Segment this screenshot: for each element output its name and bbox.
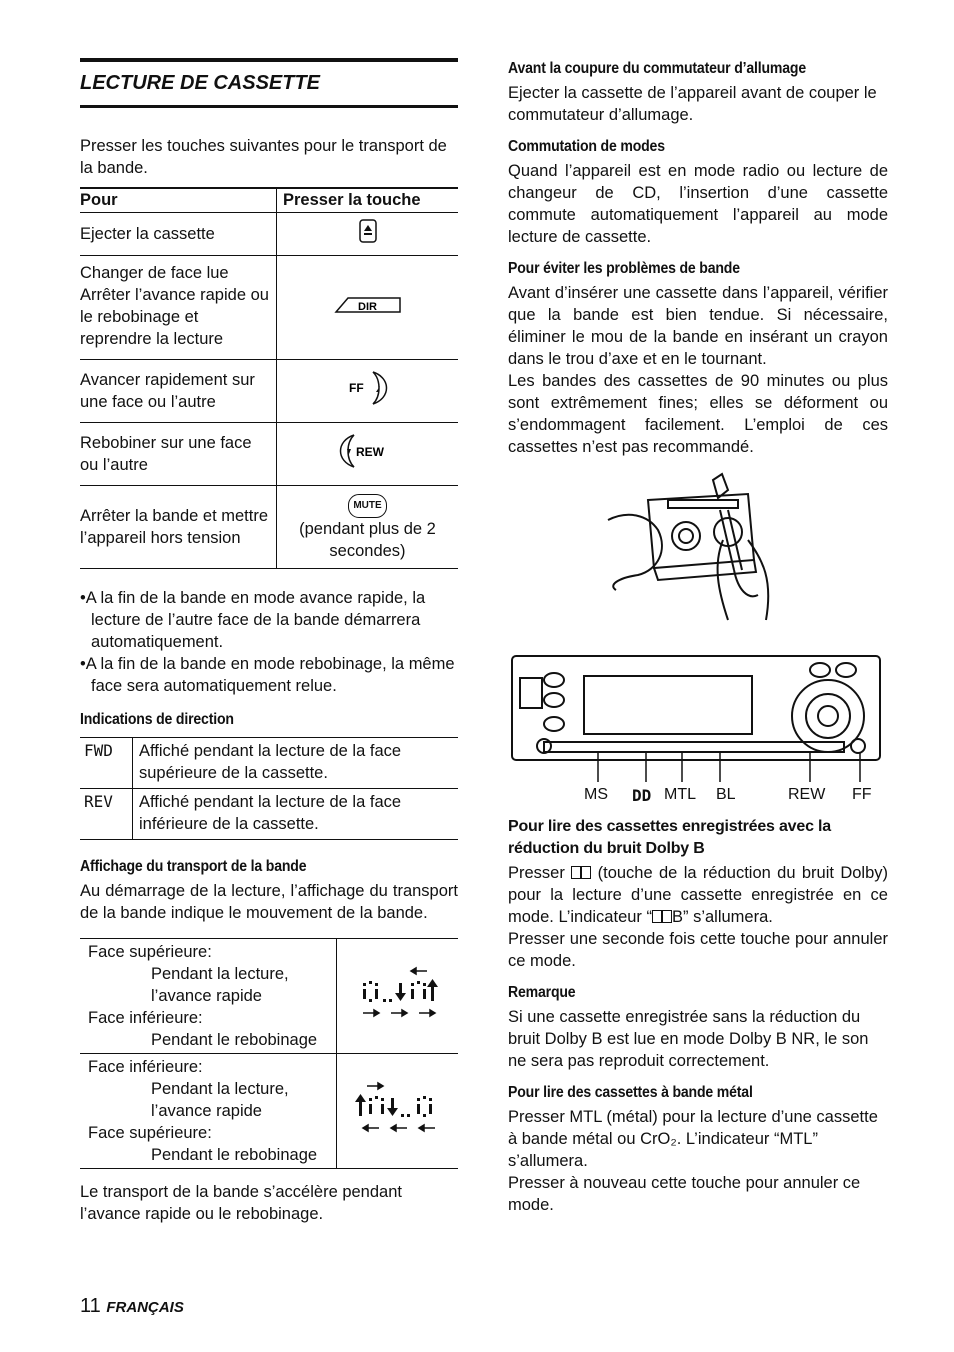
intro-text: Presser les touches suivantes pour le transport de la bande. bbox=[80, 137, 447, 177]
tape-problems-text: Avant d’insérer une cassette dans l’appareil, vérifier que la bande est bien tendue. Si nécessaire, éliminer le mou de la bande en insérant un crayon dans le trou d’axe et en le tournant. bbox=[508, 284, 888, 368]
list-item: •A la fin de la bande en mode avance rapide, la lecture de l’autre face de la bande démarrera automatiquement. bbox=[80, 589, 426, 651]
modes-heading: Commutation de modes bbox=[508, 138, 665, 155]
rew-button-icon bbox=[336, 431, 400, 471]
right-column bbox=[508, 58, 888, 1216]
ff-button-icon bbox=[343, 368, 393, 408]
modes-text: Quand l’appareil est en mode radio ou lecture de changeur de CD, l’insertion d’une cassette commute automatiquement l’appareil au mode lecture de cassette. bbox=[508, 162, 888, 246]
mtl-label: MTL bbox=[664, 786, 696, 803]
cassette-pencil-illustration bbox=[508, 470, 888, 640]
car-stereo-illustration bbox=[508, 654, 888, 784]
table-row bbox=[80, 486, 458, 569]
remark-text: Si une cassette enregistrée sans la réduction du bruit Dolby B est lue en mode Dolby B NR, le son ne sera pas reproduit correctement. bbox=[508, 1008, 869, 1070]
rew-label: REW bbox=[788, 786, 826, 803]
ms-label: MS bbox=[584, 786, 608, 803]
table-row bbox=[80, 939, 458, 1054]
action-text: Changer de face lue Arrêter l’avance rapide ou le rebobinage et reprendre la lecture bbox=[80, 256, 277, 360]
transport-note: Le transport de la bande s’accélère pendant l’avance rapide ou le rebobinage. bbox=[80, 1183, 402, 1223]
section-title: LECTURE DE CASSETTE bbox=[80, 72, 321, 94]
dolby-icon bbox=[581, 866, 591, 879]
mode-label: Pendant le rebobinage bbox=[151, 1031, 318, 1049]
bl-label: BL bbox=[716, 786, 736, 803]
device-labels bbox=[508, 786, 888, 808]
direction-text: Affiché pendant la lecture de la face inférieure de la cassette. bbox=[133, 789, 459, 840]
list-item: •A la fin de la bande en mode rebobinage, la même face sera automatiquement relue. bbox=[80, 655, 455, 695]
dolby-icon bbox=[662, 910, 672, 923]
metal-heading: Pour lire des cassettes à bande métal bbox=[508, 1084, 753, 1101]
mode-label: l’avance rapide bbox=[151, 1102, 262, 1120]
direction-heading: Indications de direction bbox=[80, 711, 234, 728]
table-row bbox=[80, 789, 458, 840]
table-row bbox=[80, 360, 458, 423]
face-label: Face inférieure: bbox=[88, 1009, 203, 1027]
mode-label: Pendant la lecture, bbox=[151, 965, 289, 983]
page-footer bbox=[80, 1295, 184, 1318]
left-column bbox=[80, 58, 458, 1225]
fwd-indicator: FWD bbox=[80, 738, 133, 789]
remark-heading: Remarque bbox=[508, 984, 576, 1001]
page-number: 11 bbox=[80, 1295, 101, 1317]
mode-label: Pendant la lecture, bbox=[151, 1080, 289, 1098]
dir-button-icon bbox=[332, 290, 404, 320]
dolby-label: DD bbox=[632, 786, 652, 805]
metal-text-2: Presser à nouveau cette touche pour annuler ce mode. bbox=[508, 1174, 861, 1214]
tape-problems-heading: Pour éviter les problèmes de bande bbox=[508, 260, 740, 277]
tape-transport-left-icon bbox=[343, 1068, 453, 1148]
action-text: Avancer rapidement sur une face ou l’autre bbox=[80, 360, 277, 423]
face-label: Face inférieure: bbox=[88, 1058, 203, 1076]
table-row bbox=[80, 1054, 458, 1169]
eject-button-icon bbox=[358, 219, 378, 243]
direction-text: Affiché pendant la lecture de la face supérieure de la cassette. bbox=[133, 738, 459, 789]
tape-transport-right-icon bbox=[343, 953, 453, 1033]
mute-note: (pendant plus de 2 secondes) bbox=[299, 520, 436, 560]
table-row bbox=[80, 423, 458, 486]
mode-label: l’avance rapide bbox=[151, 987, 262, 1005]
transport-table bbox=[80, 938, 458, 1169]
rew-label: REW bbox=[355, 445, 384, 459]
mode-label: Pendant le rebobinage bbox=[151, 1146, 318, 1164]
dolby-icon bbox=[652, 910, 662, 923]
metal-text: Presser MTL (métal) pour la lecture d’une cassette à bande métal ou CrO₂. L’indicateur “MTL” s’allumera. bbox=[508, 1108, 878, 1170]
ff-label: FF bbox=[348, 381, 364, 395]
col-header-pour: Pour bbox=[80, 188, 277, 213]
direction-table bbox=[80, 737, 458, 840]
language-label: FRANÇAIS bbox=[106, 1299, 184, 1316]
button-table bbox=[80, 187, 458, 569]
section-title-box bbox=[80, 58, 458, 108]
face-label: Face supérieure: bbox=[88, 943, 212, 961]
tape-problems-text-2: Les bandes des cassettes de 90 minutes ou plus sont extrêmement fines; elles se déforment ou s’endommagent facilement. L’emploi de ces cassettes n’est pas recommandé. bbox=[508, 372, 888, 456]
table-row bbox=[80, 256, 458, 360]
dolby-heading: Pour lire des cassettes enregistrées avec la réduction du bruit Dolby B bbox=[508, 818, 831, 857]
col-header-presser: Presser la touche bbox=[277, 188, 459, 213]
rev-indicator: REV bbox=[80, 789, 133, 840]
action-text: Arrêter la bande et mettre l’appareil hors tension bbox=[80, 486, 277, 569]
ignition-heading: Avant la coupure du commutateur d’allumage bbox=[508, 60, 806, 77]
dir-label: DIR bbox=[357, 300, 377, 313]
dolby-text-2: Presser une seconde fois cette touche pour annuler ce mode. bbox=[508, 930, 888, 970]
dolby-text: Presser (touche de la réduction du bruit Dolby) pour la lecture d’une cassette enregistrée en ce mode. L’indicateur “ B” s’allumera. bbox=[508, 864, 889, 926]
transport-heading: Affichage du transport de la bande bbox=[80, 858, 307, 875]
dolby-icon bbox=[571, 866, 581, 879]
action-text: Ejecter la cassette bbox=[80, 213, 277, 256]
ff-label: FF bbox=[852, 786, 872, 803]
table-row bbox=[80, 738, 458, 789]
transport-text: Au démarrage de la lecture, l’affichage du transport de la bande indique le mouvement de la bande. bbox=[80, 882, 458, 922]
bullet-list bbox=[80, 587, 458, 697]
ignition-text: Ejecter la cassette de l’appareil avant de couper le commutateur d’allumage. bbox=[508, 84, 877, 124]
table-row bbox=[80, 213, 458, 256]
action-text: Rebobiner sur une face ou l’autre bbox=[80, 423, 277, 486]
mute-button-icon: MUTE bbox=[348, 494, 386, 518]
face-label: Face supérieure: bbox=[88, 1124, 212, 1142]
